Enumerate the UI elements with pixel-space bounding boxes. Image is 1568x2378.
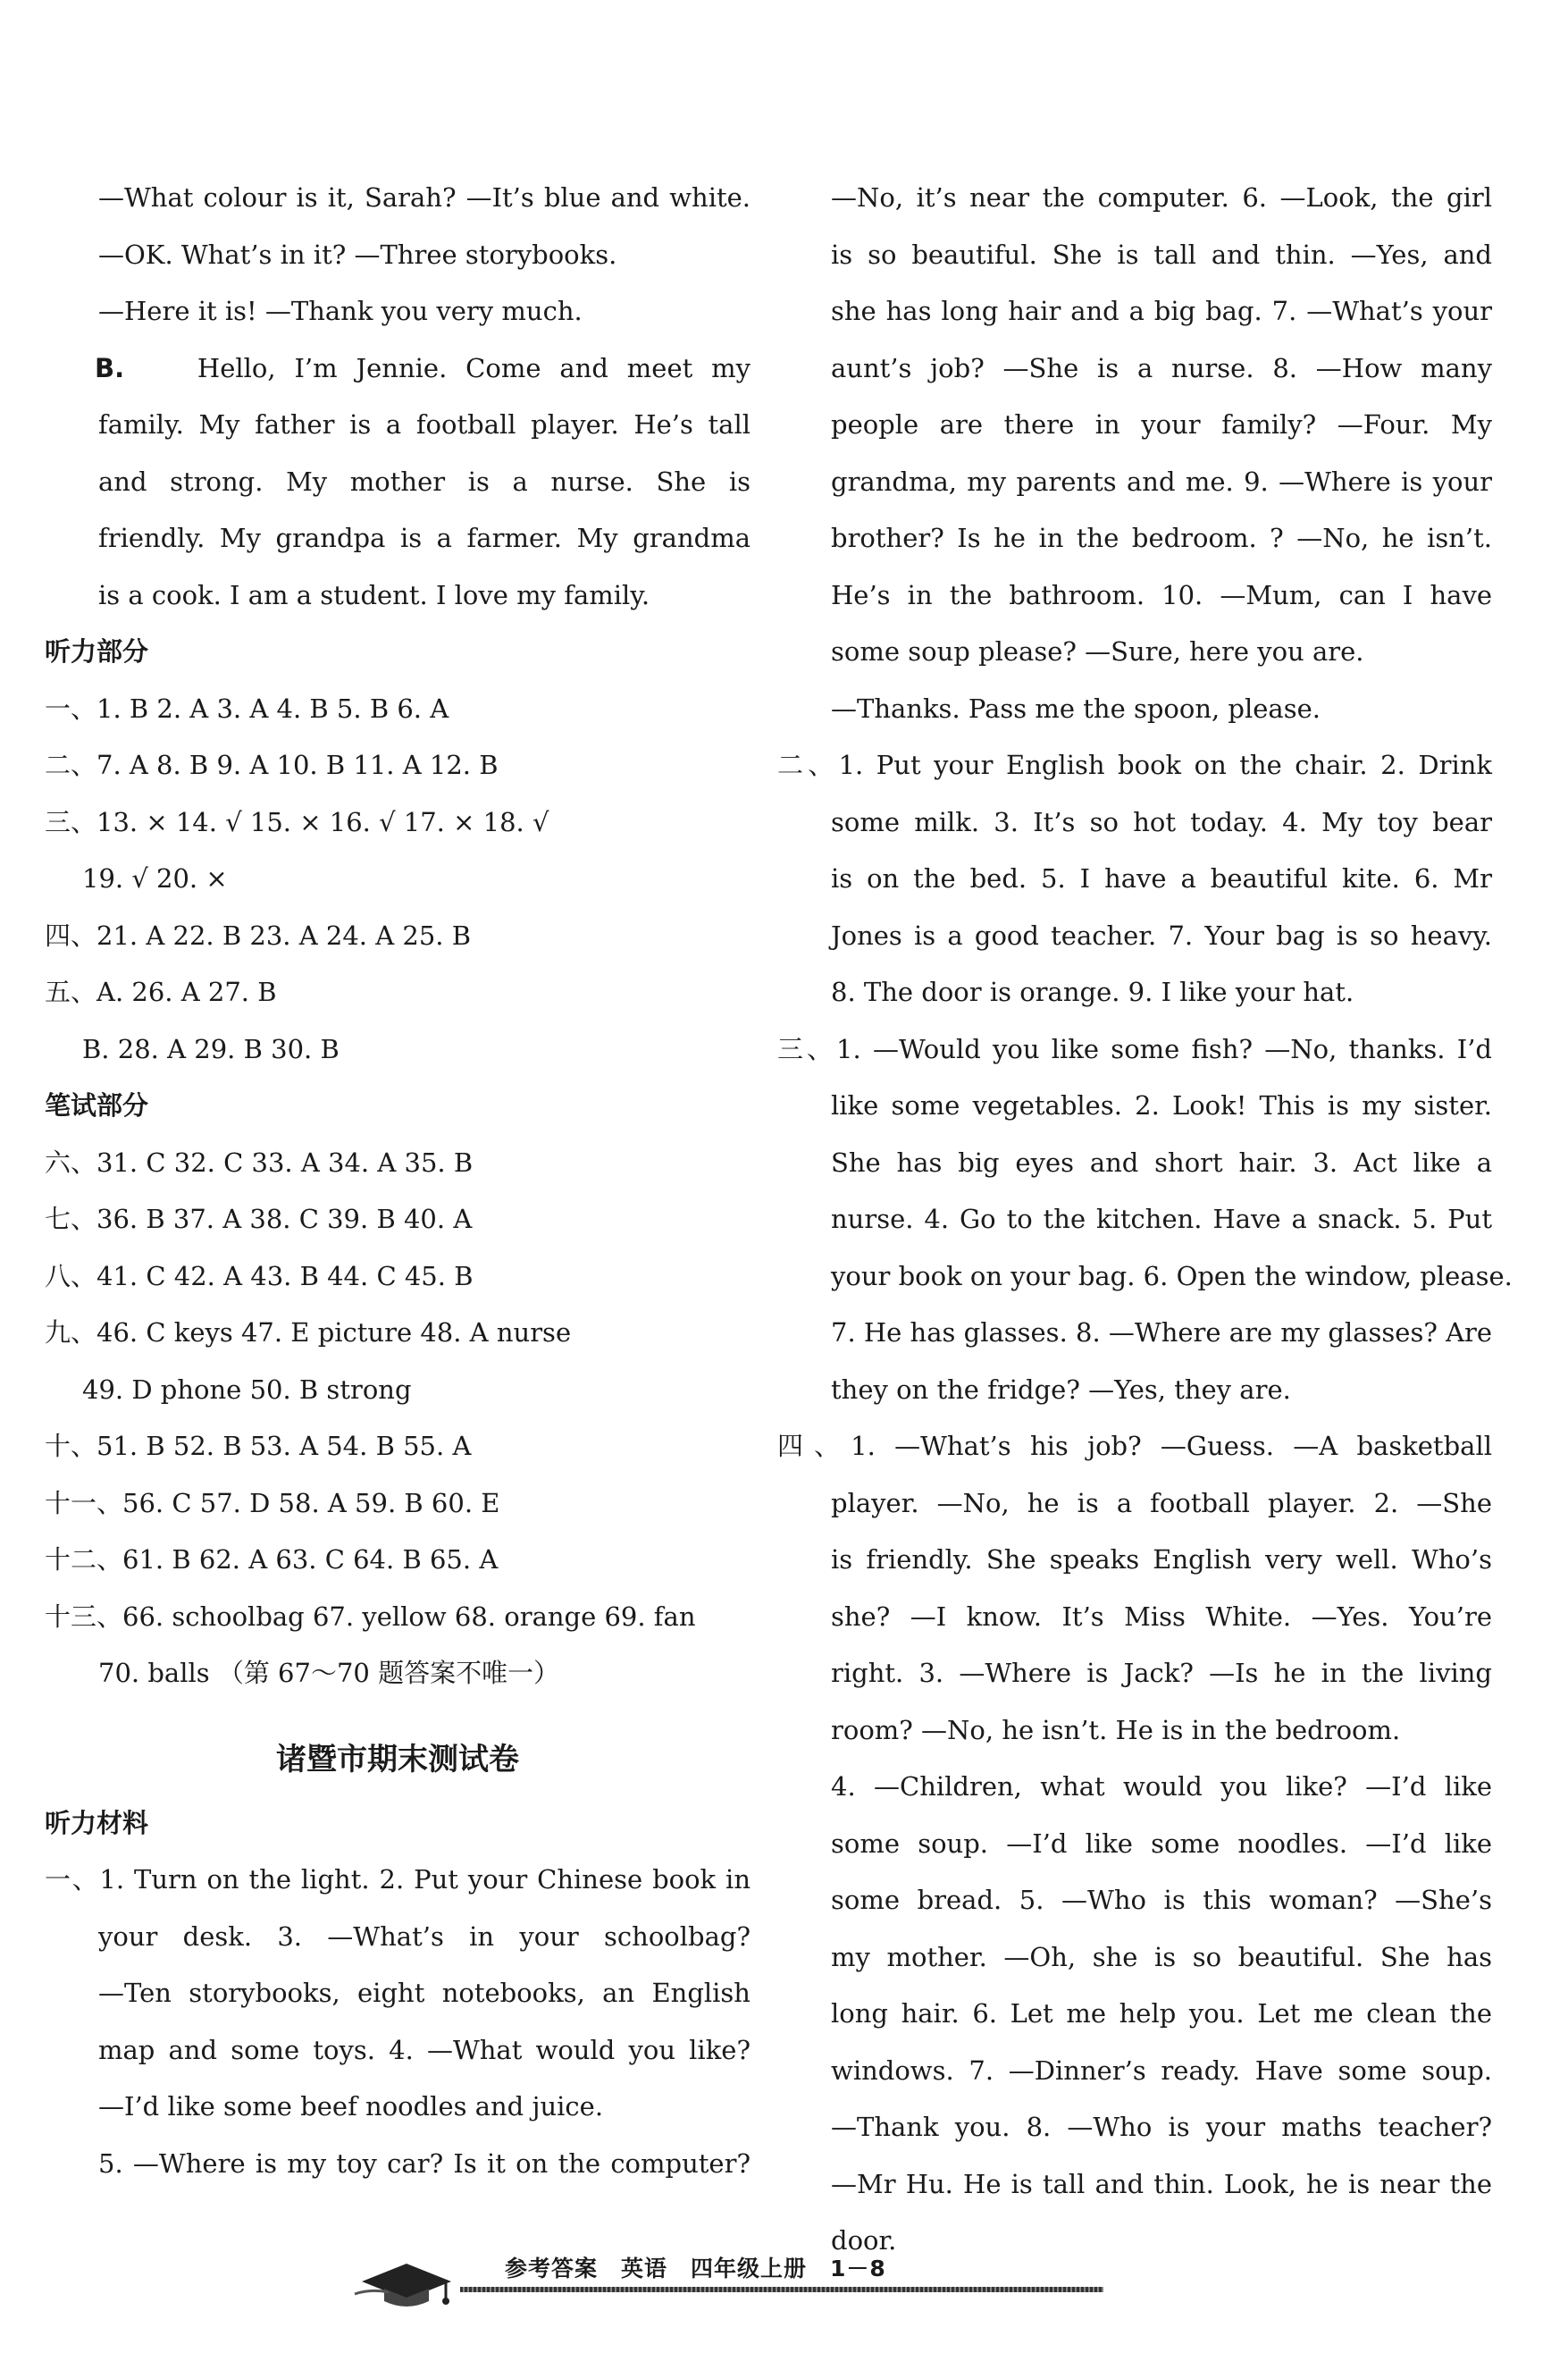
text-line: some soup. —I’d like some noodles. —I’d like (831, 1828, 1492, 1859)
text-line: 8. The door is orange. 9. I like your hat. (831, 977, 1354, 1007)
text-line: —Thank you. 8. —Who is your maths teacher? (831, 2112, 1492, 2142)
answer-line: 九、46. C keys 47. E picture 48. A nurse (45, 1317, 572, 1348)
text-line: door. (831, 2225, 897, 2256)
text-line: 二、1. Put your English book on the chair. 2. Drink (777, 750, 1492, 780)
answer-line: 十三、66. schoolbag 67. yellow 68. orange 69. fan (45, 1601, 696, 1632)
text-line: grandma, my parents and me. 9. —Where is your (831, 466, 1492, 497)
answer-line: 八、41. C 42. A 43. B 44. C 45. B (45, 1260, 474, 1291)
footer-rule (460, 2287, 1103, 2292)
section-b-first-line: Hello, I’m Jennie. Come and meet my (197, 352, 751, 383)
text-line: He’s in the bathroom. 10. —Mum, can I have (831, 579, 1492, 610)
text-line: room? —No, he isn’t. He is in the bedroom. (831, 1714, 1401, 1745)
section-b-label: B. (95, 352, 125, 383)
text-line: —Ten storybooks, eight notebooks, an English (98, 1978, 750, 2008)
right-column (777, 170, 1513, 2270)
text-line: and strong. My mother is a nurse. She is (98, 466, 750, 497)
answer-line: 四、21. A 22. B 23. A 24. A 25. B (45, 920, 472, 951)
left-column (45, 170, 750, 2192)
text-line: —Thanks. Pass me the spoon, please. (831, 693, 1321, 724)
text-line: —Mr Hu. He is tall and thin. Look, he is near the (831, 2168, 1492, 2199)
text-line: some milk. 3. It’s so hot today. 4. My toy bear (831, 806, 1492, 837)
listening-heading: 听力部分 (45, 636, 149, 667)
answer-line: 二、7. A 8. B 9. A 10. B 11. A 12. B (45, 750, 499, 780)
text-line: friendly. My grandpa is a farmer. My grandma (98, 523, 750, 553)
answer-line: 19. √ 20. × (82, 863, 228, 894)
text-line: your book on your bag. 6. Open the window, please. (831, 1260, 1513, 1291)
text-line: 4. —Children, what would you like? —I’d like (831, 1771, 1492, 1802)
answer-line: 十、51. B 52. B 53. A 54. B 55. A (45, 1431, 472, 1461)
text-line: —What colour is it, Sarah? —It’s blue and white. (98, 182, 750, 213)
text-line: map and some toys. 4. —What would you like? (98, 2034, 750, 2065)
text-line: people are there in your family? —Four. My (831, 409, 1492, 440)
text-line: Jones is a good teacher. 7. Your bag is so heavy. (831, 920, 1492, 951)
text-line: windows. 7. —Dinner’s ready. Have some soup. (831, 2054, 1492, 2086)
text-line: your desk. 3. —What’s in your schoolbag? (98, 1920, 750, 1952)
text-line: —Here it is! —Thank you very much. (98, 296, 583, 326)
text-line: is on the bed. 5. I have a beautiful kite. 6. Mr (831, 863, 1492, 894)
answer-line: 三、13. × 14. √ 15. × 16. √ 17. × 18. √ (45, 806, 549, 837)
text-line: 四、1. —What’s his job? —Guess. —A basketball (777, 1431, 1492, 1461)
text-line: 三、1. —Would you like some fish? —No, thanks. I’d (777, 1033, 1492, 1064)
writing-heading: 笔试部分 (45, 1090, 149, 1121)
answer-line: 70. balls （第 67～70 题答案不唯一） (98, 1658, 560, 1688)
answer-line: B. 28. A 29. B 30. B (82, 1033, 340, 1064)
text-line: family. My father is a football player. He’s tall (98, 409, 750, 440)
answer-line: 十一、56. C 57. D 58. A 59. B 60. E (45, 1487, 500, 1518)
material-heading: 听力材料 (45, 1807, 149, 1838)
text-line: player. —No, he is a football player. 2. —She (831, 1487, 1492, 1518)
footer-text: 参考答案 英语 四年级上册 1－8 (505, 2256, 886, 2281)
text-line: —No, it’s near the computer. 6. —Look, the girl (831, 182, 1492, 213)
answer-line: 一、1. B 2. A 3. A 4. B 5. B 6. A (45, 693, 449, 724)
text-line: is a cook. I am a student. I love my family. (98, 579, 650, 610)
answer-line: 五、A. 26. A 27. B (45, 977, 277, 1007)
text-line: nurse. 4. Go to the kitchen. Have a snack. 5. Put (831, 1204, 1492, 1234)
section-title: 诸暨市期末测试卷 (276, 1741, 519, 1777)
text-line: 7. He has glasses. 8. —Where are my glasses? Are (831, 1317, 1493, 1348)
text-line: is friendly. She speaks English very well. Who’s (831, 1544, 1492, 1575)
text-line: she? —I know. It’s Miss White. —Yes. You’re (831, 1601, 1492, 1632)
text-line: my mother. —Oh, she is so beautiful. She has (831, 1941, 1492, 1972)
text-line: aunt’s job? —She is a nurse. 8. —How many (831, 352, 1492, 383)
text-line: is so beautiful. She is tall and thin. —Yes, and (831, 239, 1492, 270)
text-line: some soup please? —Sure, here you are. (831, 636, 1364, 667)
text-line: they on the fridge? —Yes, they are. (831, 1374, 1291, 1405)
answer-line: 六、31. C 32. C 33. A 34. A 35. B (45, 1147, 474, 1178)
text-line: She has big eyes and short hair. 3. Act like a (831, 1147, 1492, 1178)
text-line (45, 340, 750, 398)
text-line: long hair. 6. Let me help you. Let me clean the (831, 1998, 1492, 2029)
text-line: some bread. 5. —Who is this woman? —She’s (831, 1885, 1492, 1915)
text-line: 一、1. Turn on the light. 2. Put your Chinese book in (45, 1864, 750, 1895)
text-line: she has long hair and a big bag. 7. —What’s your (831, 296, 1492, 326)
answer-line: 七、36. B 37. A 38. C 39. B 40. A (45, 1204, 473, 1234)
text-line: —OK. What’s in it? —Three storybooks. (98, 239, 617, 270)
text-line: —I’d like some beef noodles and juice. (98, 2091, 604, 2122)
text-line: like some vegetables. 2. Look! This is my sister. (831, 1090, 1492, 1121)
text-line: brother? Is he in the bedroom. ? —No, he isn’t. (831, 523, 1492, 553)
answer-line: 十二、61. B 62. A 63. C 64. B 65. A (45, 1544, 499, 1575)
graduation-cap-icon (353, 2248, 460, 2310)
page-footer (353, 2248, 1211, 2319)
answer-line: 49. D phone 50. B strong (82, 1374, 412, 1405)
text-line: 5. —Where is my toy car? Is it on the computer? (98, 2147, 750, 2179)
text-line: right. 3. —Where is Jack? —Is he in the living (831, 1658, 1492, 1688)
